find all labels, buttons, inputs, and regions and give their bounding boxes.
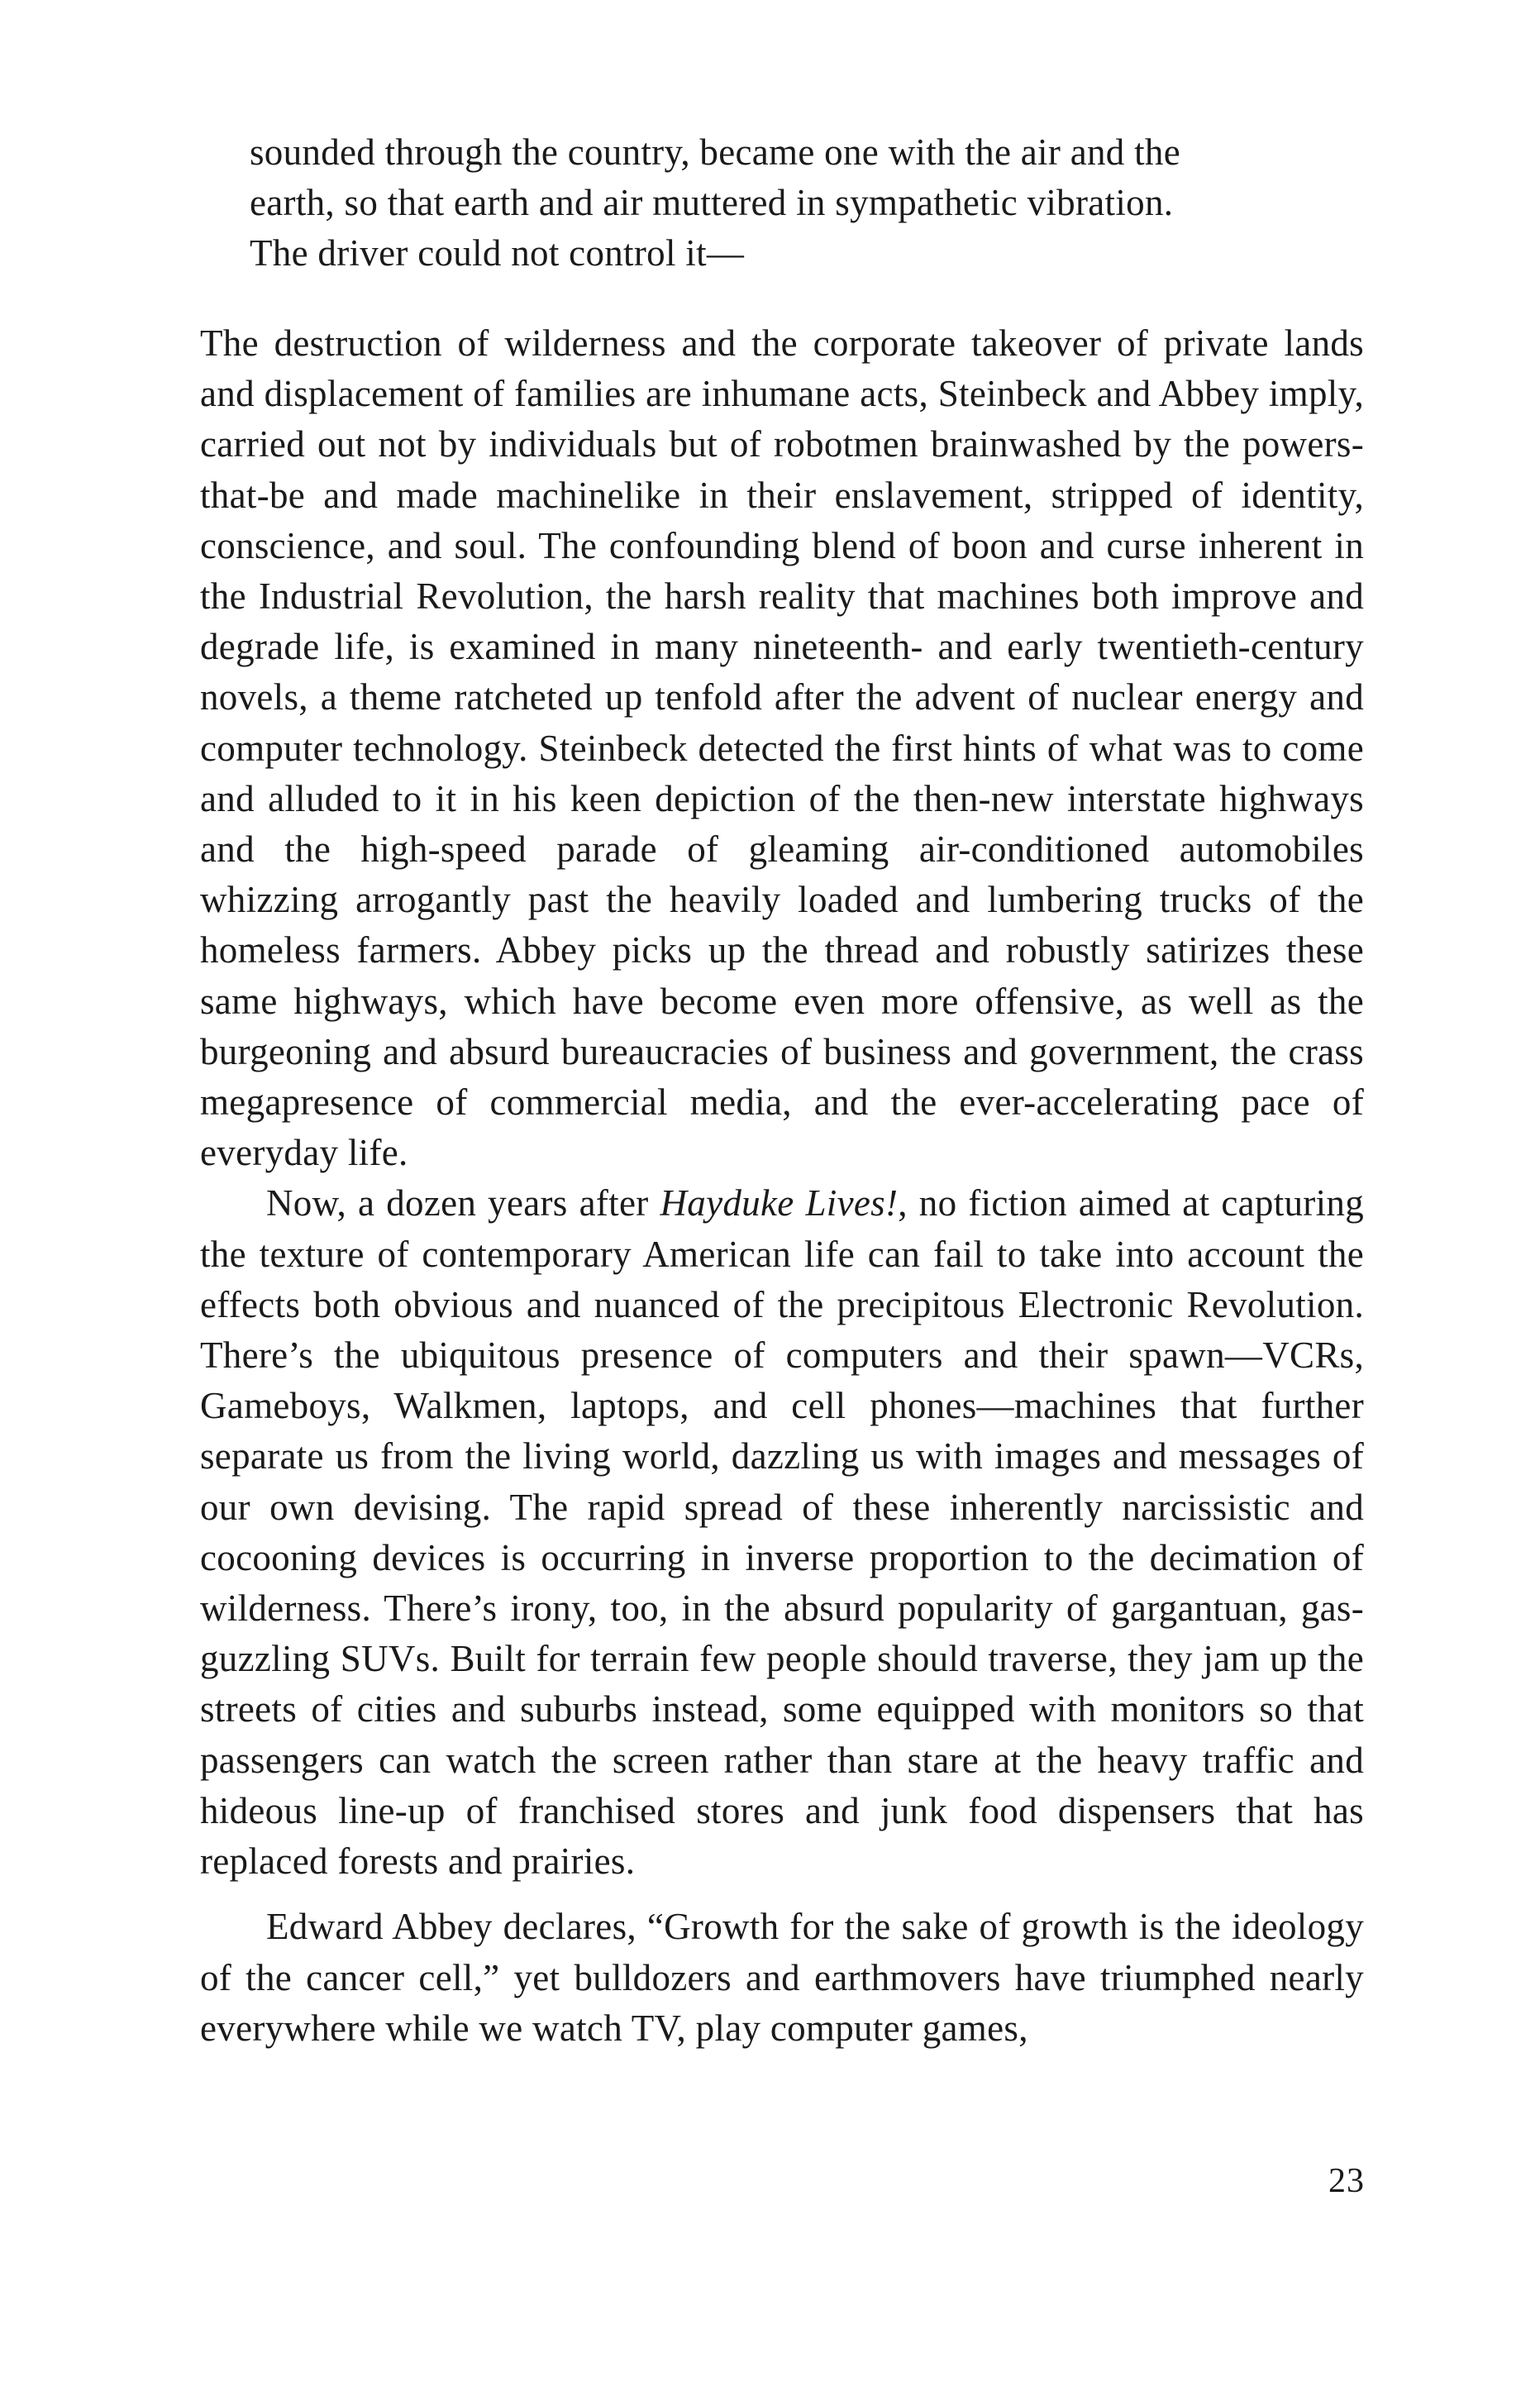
quote-line: sounded through the country, became one with the air and the (250, 131, 1180, 173)
book-title: Hayduke Lives! (660, 1182, 899, 1224)
paragraph-abbey-quote: Edward Abbey declares, “Growth for the sake of growth is the ideology of the cancer cell,” yet bulldozers and earthmovers have triumphed nearly everywhere while we watch TV, play computer games, (200, 1906, 1364, 2049)
paragraph-electronic-revolution (200, 1178, 1364, 1887)
page-number: 23 (1328, 2162, 1365, 2200)
paragraph-destruction: The destruction of wilderness and the corporate takeover of private lands and displacement of families are inhumane acts, Steinbeck and Abbey imply, carried out not by individuals but of robotmen brainwashed by the powers-that-be and made machinelike in their enslavement, stripped of identity, conscience, and soul. The confounding blend of boon and curse inherent in the Industrial Revolution, the harsh reality that machines both improve and degrade life, is examined in many nineteenth- and early twentieth-century novels, a theme ratcheted up tenfold after the advent of nuclear energy and computer technology. Steinbeck detected the first hints of what was to come and alluded to it in his keen depiction of the then-new interstate highways and the high-speed parade of gleaming air-conditioned automobiles whizzing arrogantly past the heavily loaded and lumbering trucks of the homeless farmers. Abbey picks up the thread and robustly satirizes these same highways, which have become even more offensive, as well as the burgeoning and absurd bureaucracies of business and government, the crass megapresence of commercial media, and the ever-accelerating pace of everyday life. (200, 322, 1364, 1174)
body-text (200, 318, 1364, 2054)
quote-line: The driver could not control it— (250, 232, 745, 274)
paragraph-text: Now, a dozen years after (266, 1182, 660, 1224)
paragraph-text: , no fiction aimed at capturing the texture of contemporary American life can fail to take into account the effects both obvious and nuanced of the precipitous Electronic Revolution. There’s the ubiquitous presence of computers and their spawn—VCRs, Gameboys, Walkmen, laptops, and cell phones—machines that further separate us from the living world, dazzling us with images and messages of our own devising. The rapid spread of these inherently narcissistic and cocooning devices is occurring in inverse proportion to the decimation of wilderness. There’s irony, too, in the absurd popularity of gargantuan, gas-guzzling SUVs. Built for terrain few people should traverse, they jam up the streets of cities and suburbs instead, some equipped with monitors so that passengers can watch the screen rather than stare at the heavy traffic and hideous line-up of franchised stores and junk food dispensers that has replaced forests and prairies. (200, 1182, 1364, 1883)
quote-line: earth, so that earth and air muttered in sympathetic vibration. (250, 182, 1174, 224)
block-quote (250, 127, 1410, 279)
